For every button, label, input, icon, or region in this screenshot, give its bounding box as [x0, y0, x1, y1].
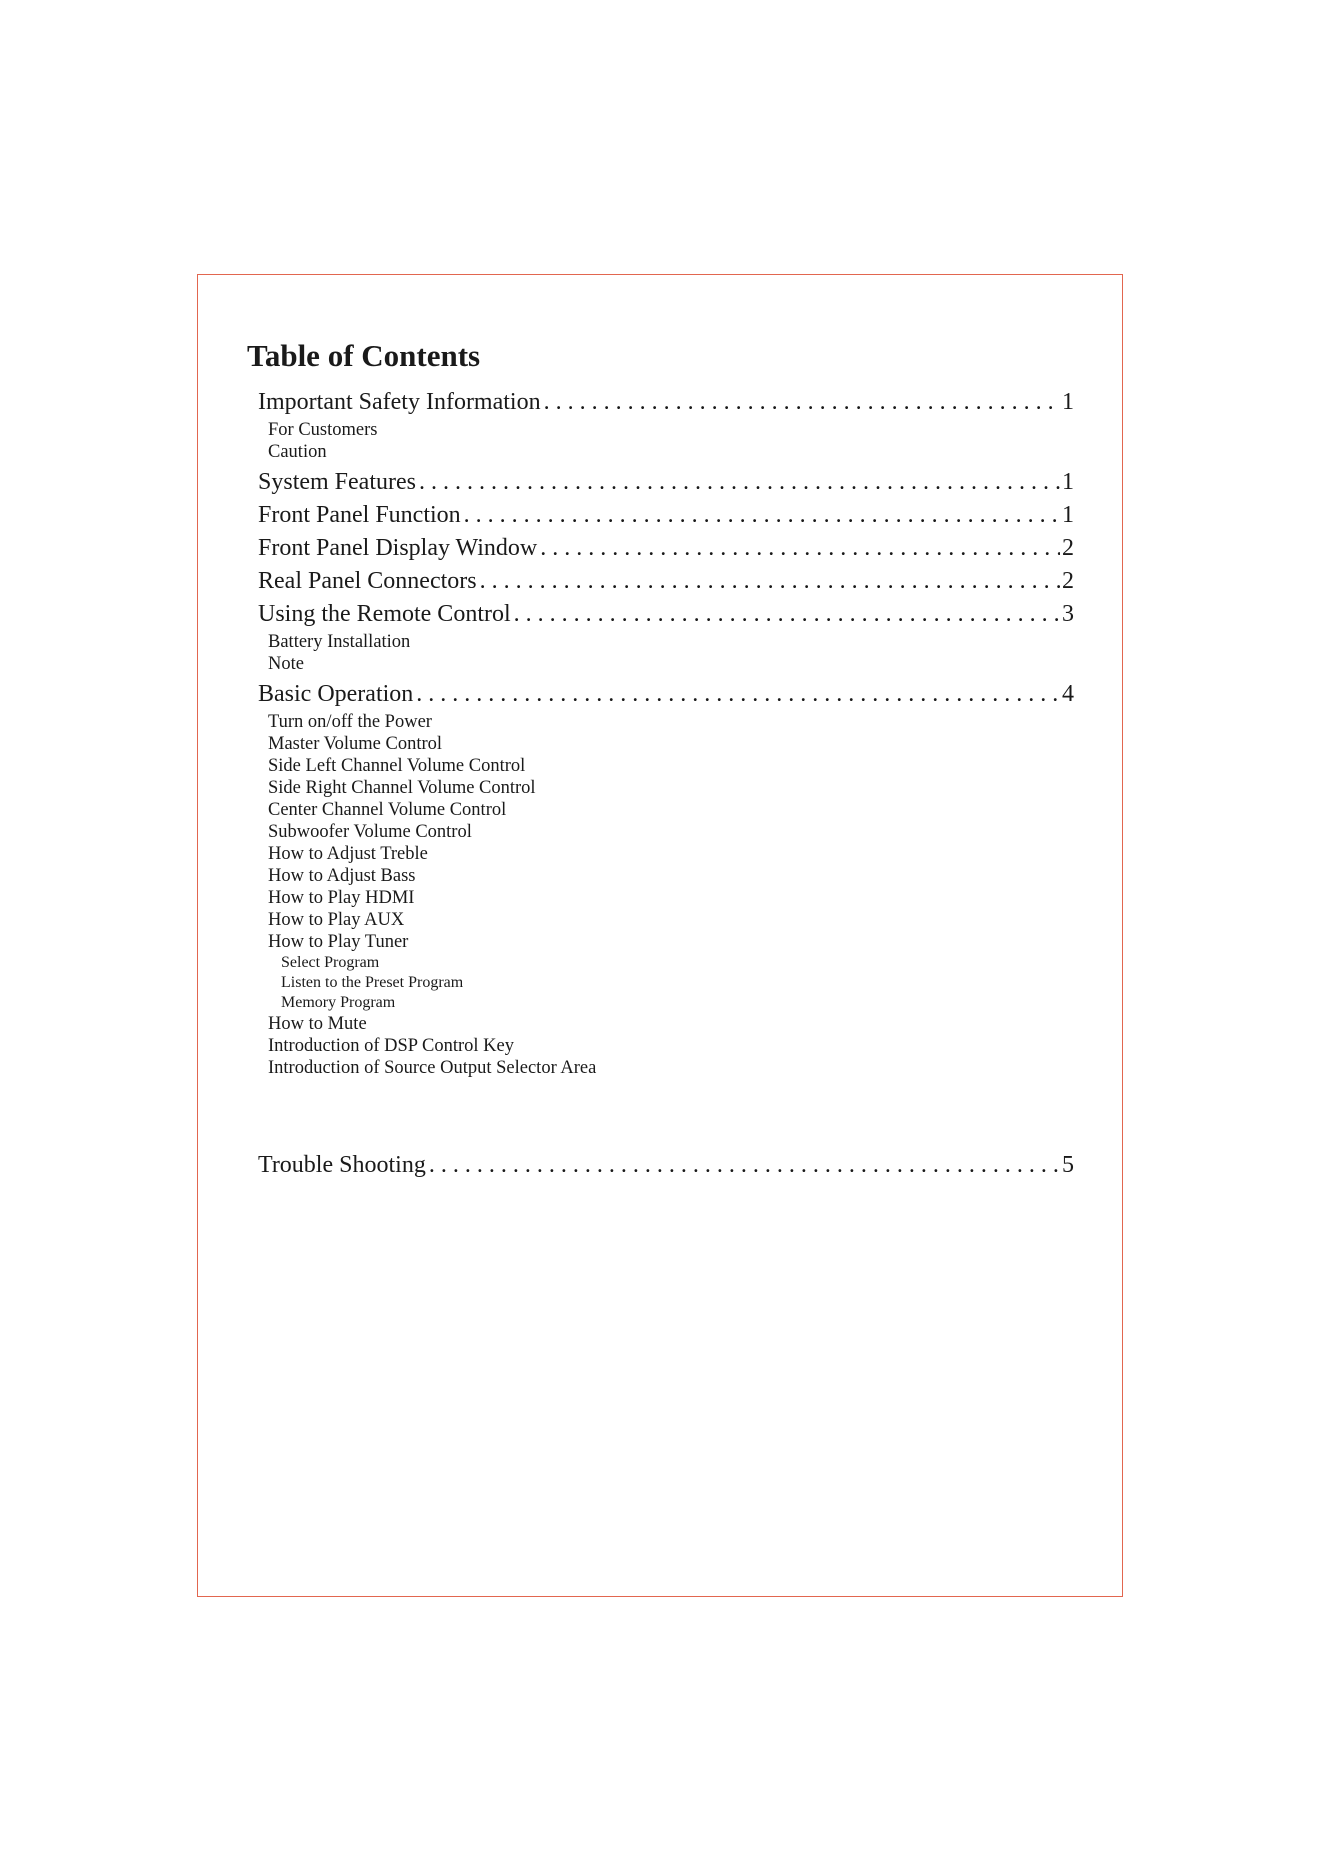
dot-leader: [514, 598, 1060, 631]
toc-entry-title: Front Panel Function: [258, 502, 461, 528]
toc-subentry[interactable]: Introduction of Source Output Selector Area: [268, 1058, 597, 1078]
toc-subentry[interactable]: Caution: [268, 442, 327, 462]
toc-entry-real-panel-connectors[interactable]: [258, 565, 1074, 598]
toc-entry-front-panel-display-window[interactable]: [258, 532, 1074, 565]
toc-subentry[interactable]: Introduction of DSP Control Key: [268, 1036, 514, 1056]
toc-subsubentry[interactable]: Select Program: [281, 954, 380, 971]
toc-subentry[interactable]: For Customers: [268, 420, 378, 440]
toc-page-number: 3: [1062, 601, 1074, 627]
toc-subentry[interactable]: Subwoofer Volume Control: [268, 822, 472, 842]
dot-leader: [419, 466, 1060, 499]
toc-page-number: 4: [1062, 681, 1074, 707]
toc-entry-system-features[interactable]: [258, 466, 1074, 499]
toc-entry-title: Basic Operation: [258, 681, 414, 707]
toc-entry-safety-information[interactable]: [258, 386, 1074, 419]
toc-page-number: 5: [1062, 1152, 1074, 1178]
toc-page-number: 1: [1062, 389, 1074, 415]
toc-entry-title: System Features: [258, 469, 416, 495]
toc-subentry[interactable]: How to Play HDMI: [268, 888, 415, 908]
toc-entry-title: Using the Remote Control: [258, 601, 511, 627]
dot-leader: [416, 678, 1060, 711]
toc-subentry[interactable]: How to Mute: [268, 1014, 367, 1034]
dot-leader: [464, 499, 1060, 532]
toc-subentry[interactable]: Master Volume Control: [268, 734, 443, 754]
toc-page-number: 1: [1062, 469, 1074, 495]
toc-subentry[interactable]: Battery Installation: [268, 632, 411, 652]
toc-subsubentry[interactable]: Listen to the Preset Program: [281, 974, 464, 991]
toc-entry-basic-operation[interactable]: [258, 678, 1074, 711]
toc-subentry[interactable]: Side Left Channel Volume Control: [268, 756, 526, 776]
dot-leader: [480, 565, 1060, 598]
toc-entry-front-panel-function[interactable]: [258, 499, 1074, 532]
toc-page-number: 2: [1062, 535, 1074, 561]
toc-entry-trouble-shooting[interactable]: [258, 1149, 1074, 1182]
toc-subentry[interactable]: How to Adjust Bass: [268, 866, 416, 886]
toc-entry-using-remote-control[interactable]: [258, 598, 1074, 631]
dot-leader: [540, 532, 1060, 565]
toc-entry-title: Front Panel Display Window: [258, 535, 538, 561]
toc-subentry[interactable]: Side Right Channel Volume Control: [268, 778, 536, 798]
toc-subentry[interactable]: Note: [268, 654, 304, 674]
toc-subentry[interactable]: How to Adjust Treble: [268, 844, 428, 864]
toc-subentry[interactable]: How to Play Tuner: [268, 932, 409, 952]
toc-title: Table of Contents: [247, 338, 481, 373]
dot-leader: [544, 386, 1060, 419]
toc-page-number: 1: [1062, 502, 1074, 528]
toc-entry-title: Important Safety Information: [258, 389, 541, 415]
toc-subsubentry[interactable]: Memory Program: [281, 994, 396, 1011]
toc-subentry[interactable]: Center Channel Volume Control: [268, 800, 507, 820]
toc-entry-title: Trouble Shooting: [258, 1152, 426, 1178]
toc-page-number: 2: [1062, 568, 1074, 594]
toc-subentry[interactable]: How to Play AUX: [268, 910, 405, 930]
toc-subentry[interactable]: Turn on/off the Power: [268, 712, 432, 732]
toc-list: [258, 386, 1074, 1182]
dot-leader: [429, 1149, 1060, 1182]
toc-entry-title: Real Panel Connectors: [258, 568, 477, 594]
